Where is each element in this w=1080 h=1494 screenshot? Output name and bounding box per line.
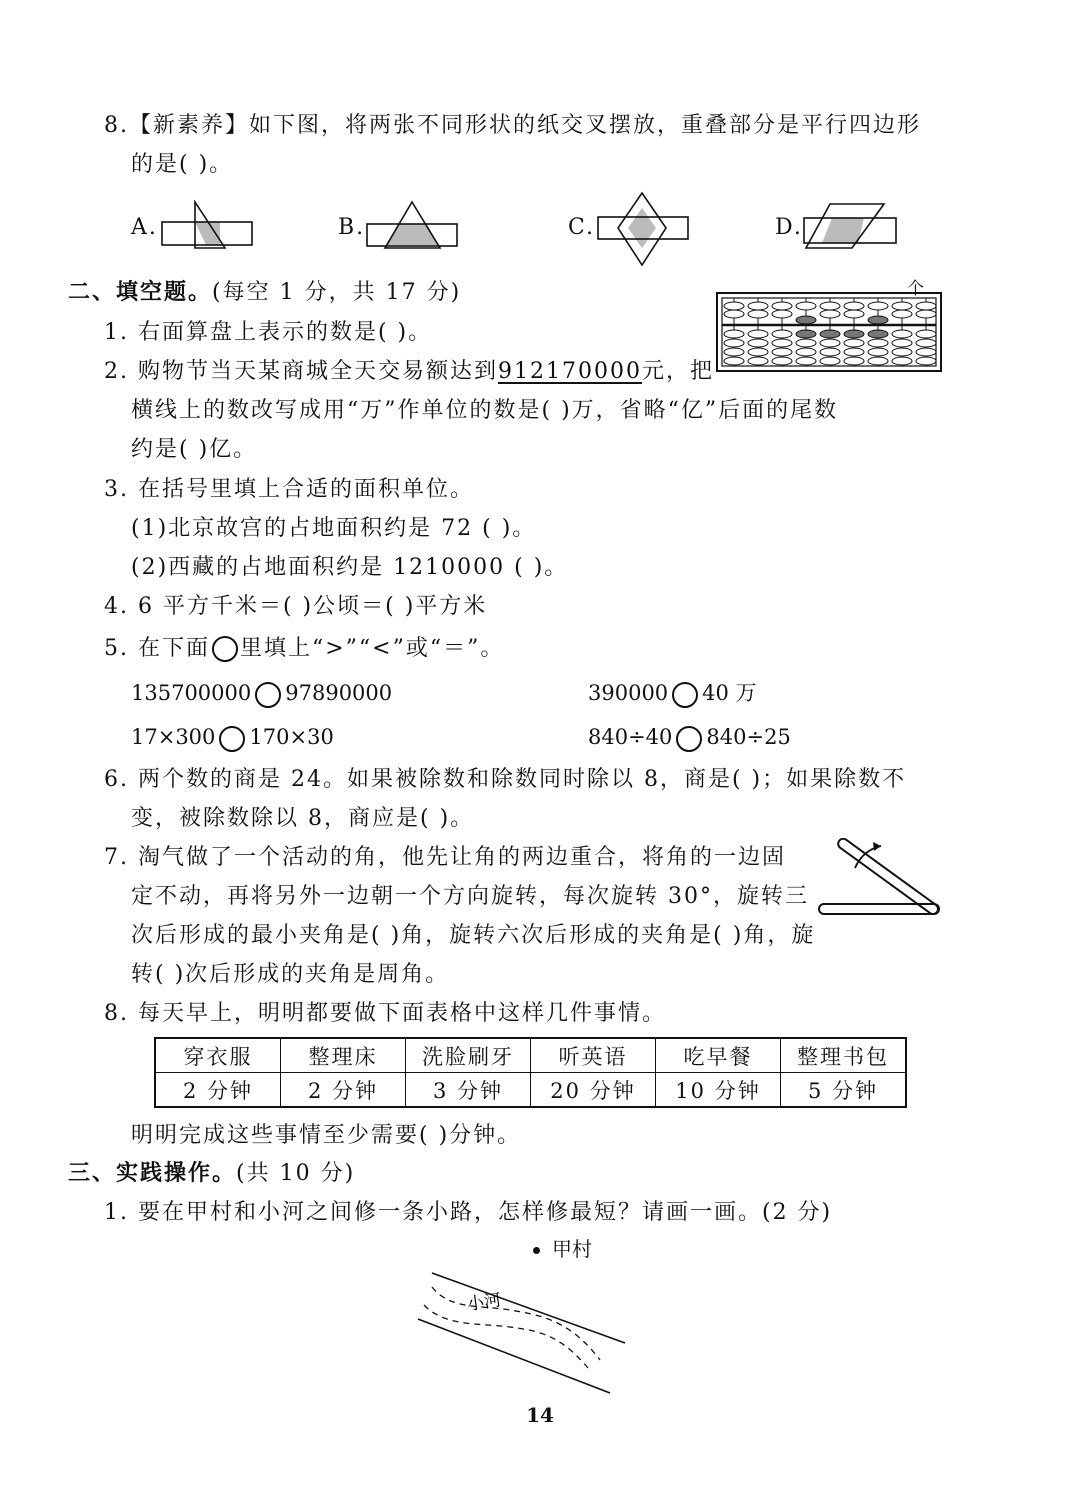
option-d-label: D. <box>775 215 803 240</box>
abacus-bead <box>772 348 792 356</box>
table-header-cell: 洗脸刷牙 <box>406 1038 531 1073</box>
table-header-cell: 整理书包 <box>781 1038 907 1073</box>
s2-q3: 3. 在括号里填上合适的面积单位。 <box>104 477 474 502</box>
abacus-bead <box>868 339 888 347</box>
village-dot-icon <box>533 1247 540 1254</box>
abacus-bead <box>796 302 816 310</box>
table-cell: 5 分钟 <box>781 1073 907 1108</box>
abacus-bead <box>772 339 792 347</box>
abacus-bead <box>796 316 816 324</box>
abacus-bead <box>772 302 792 310</box>
compare-circle[interactable] <box>672 682 698 708</box>
abacus-bead <box>724 310 744 318</box>
abacus-bead <box>820 302 840 310</box>
abacus-bead <box>844 339 864 347</box>
abacus-bead <box>724 330 744 338</box>
abacus-bead <box>868 330 888 338</box>
abacus-bead <box>820 339 840 347</box>
table-header-cell: 整理床 <box>281 1038 406 1073</box>
rotating-angle-figure <box>815 838 945 920</box>
s2-q7-line3: 次后形成的最小夹角是( )角，旋转六次后形成的夹角是( )角，旋 <box>131 923 816 948</box>
table-header-cell: 听英语 <box>531 1038 656 1073</box>
abacus-bead <box>748 310 768 318</box>
q8-top-line2: 的是( )。 <box>131 152 234 177</box>
abacus-bead <box>724 302 744 310</box>
abacus-bead <box>724 357 744 365</box>
abacus-bead <box>892 302 912 310</box>
s2-q2-line3: 约是( )亿。 <box>131 437 258 462</box>
abacus-bead <box>772 357 792 365</box>
abacus-bead <box>796 339 816 347</box>
s2-q6-line2: 变，被除数除以 8，商应是( )。 <box>131 806 475 831</box>
section2-title: 二、填空题。(每空 1 分，共 17 分) <box>68 280 462 305</box>
option-b-label: B. <box>338 215 366 240</box>
option-b-figure <box>365 200 460 250</box>
abacus-bead <box>868 357 888 365</box>
abacus-bead <box>916 339 936 347</box>
compare-circle[interactable] <box>219 726 245 752</box>
s2-q8: 8. 每天早上，明明都要做下面表格中这样几件事情。 <box>104 1001 666 1026</box>
abacus-bead <box>892 339 912 347</box>
abacus-bead <box>916 310 936 318</box>
compare-circle[interactable] <box>255 682 281 708</box>
abacus-bead <box>724 339 744 347</box>
compare-4: 840÷40 840÷25 <box>588 722 791 752</box>
abacus-bead <box>772 310 792 318</box>
s2-q5: 5. 在下面 里填上“>”“<”或“＝”。 <box>104 636 505 661</box>
abacus-bead <box>820 348 840 356</box>
option-c-figure <box>595 190 690 270</box>
s2-q3-2: (2)西藏的占地面积约是 1210000 ( )。 <box>131 555 569 580</box>
abacus-bead <box>820 310 840 318</box>
abacus-bead <box>748 339 768 347</box>
abacus-bead <box>796 357 816 365</box>
page-number: 14 <box>526 1403 554 1427</box>
s2-q6-line1: 6. 两个数的商是 24。如果被除数和除数同时除以 8，商是( )；如果除数不 <box>104 767 907 792</box>
table-header-cell: 穿衣服 <box>155 1038 281 1073</box>
abacus-bead <box>820 330 840 338</box>
table-header-cell: 吃早餐 <box>656 1038 781 1073</box>
circle-icon <box>212 636 238 662</box>
abacus-bead <box>820 357 840 365</box>
abacus-bead <box>868 348 888 356</box>
table-cell: 2 分钟 <box>155 1073 281 1108</box>
abacus-bead <box>868 302 888 310</box>
abacus-bead <box>892 357 912 365</box>
section3-title: 三、实践操作。(共 10 分) <box>68 1161 356 1186</box>
abacus-bead <box>844 310 864 318</box>
abacus-bead <box>916 357 936 365</box>
table-row <box>155 1038 906 1073</box>
option-d-figure <box>802 200 902 255</box>
abacus-bead <box>748 348 768 356</box>
abacus-bead <box>844 348 864 356</box>
river-figure <box>410 1265 640 1405</box>
compare-3: 17×300 170×30 <box>131 722 334 752</box>
abacus-bead <box>796 330 816 338</box>
abacus-bead <box>892 348 912 356</box>
village-label: 甲村 <box>533 1233 592 1262</box>
q8-top-line1: 8.【新素养】如下图，将两张不同形状的纸交叉摆放，重叠部分是平行四边形 <box>104 113 921 138</box>
abacus-bead <box>844 302 864 310</box>
abacus-bead <box>868 316 888 324</box>
abacus-bead <box>892 310 912 318</box>
compare-circle[interactable] <box>676 726 702 752</box>
s2-q3-1: (1)北京故宫的占地面积约是 72 ( )。 <box>131 516 537 541</box>
compare-2: 390000 40 万 <box>588 678 757 708</box>
abacus-bead <box>748 302 768 310</box>
abacus-bead <box>748 357 768 365</box>
abacus-bead <box>916 330 936 338</box>
abacus-bead <box>724 348 744 356</box>
table-cell: 2 分钟 <box>281 1073 406 1108</box>
compare-1: 135700000 97890000 <box>131 678 392 708</box>
table-row <box>155 1073 906 1108</box>
s2-q7-line4: 转( )次后形成的夹角是周角。 <box>131 962 450 987</box>
abacus-bead <box>844 330 864 338</box>
table-cell: 3 分钟 <box>406 1073 531 1108</box>
abacus-bead <box>892 330 912 338</box>
table-cell: 20 分钟 <box>531 1073 656 1108</box>
underlined-number: 912170000 <box>498 359 642 384</box>
s2-q2-line1: 2. 购物节当天某商城全天交易额达到912170000元，把 <box>104 359 714 384</box>
river-label: 小河 <box>465 1290 503 1315</box>
abacus <box>716 292 942 372</box>
abacus-unit-label: 个 <box>907 279 924 299</box>
s2-q1: 1. 右面算盘上表示的数是( )。 <box>104 320 433 345</box>
s2-q4: 4. 6 平方千米＝( )公顷＝( )平方米 <box>104 594 488 619</box>
s2-q2-line2: 横线上的数改写成用“万”作单位的数是( )万，省略“亿”后面的尾数 <box>131 398 839 423</box>
abacus-bead <box>796 348 816 356</box>
option-c-label: C. <box>568 215 596 240</box>
option-a-figure <box>160 200 255 250</box>
option-a-label: A. <box>131 215 158 240</box>
table-cell: 10 分钟 <box>656 1073 781 1108</box>
abacus-bead <box>748 330 768 338</box>
abacus-bead <box>916 302 936 310</box>
s2-q8-answer: 明明完成这些事情至少需要( )分钟。 <box>131 1123 522 1148</box>
morning-schedule-table <box>154 1037 907 1108</box>
s2-q7-line1: 7. 淘气做了一个活动的角，他先让角的两边重合，将角的一边固 <box>104 845 786 870</box>
s2-q7-line2: 定不动，再将另外一边朝一个方向旋转，每次旋转 30°，旋转三 <box>131 884 809 909</box>
abacus-bead <box>916 348 936 356</box>
abacus-bead <box>844 357 864 365</box>
s3-q1: 1. 要在甲村和小河之间修一条小路，怎样修最短？请画一画。(2 分) <box>104 1200 833 1225</box>
abacus-bead <box>772 330 792 338</box>
